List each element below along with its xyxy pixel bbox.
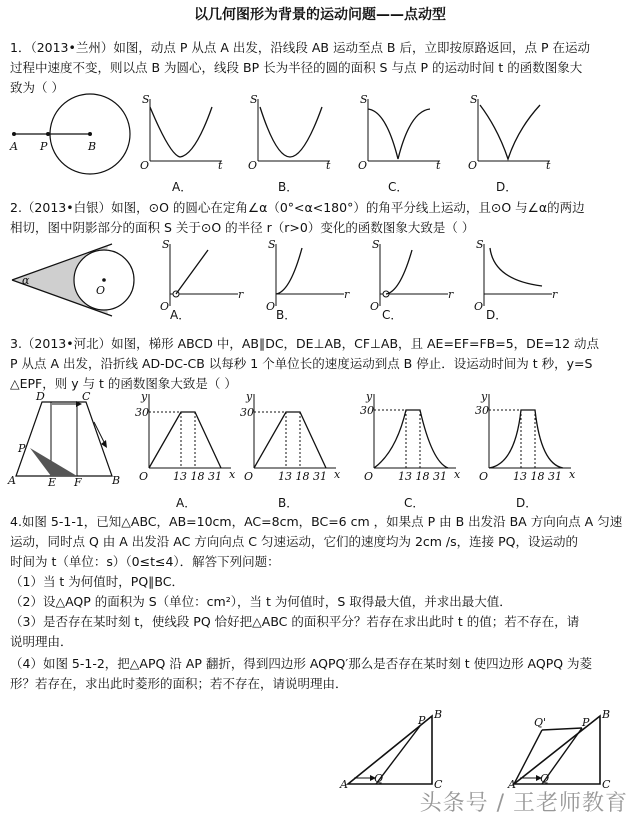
q4-line-2: 运动，同时点 Q 由 A 出发沿 AC 方向向点 C 匀速运动，它们的速度均为 2cm /s，连接 PQ，设运动的 [10,534,578,549]
svg-text:S: S [360,93,368,106]
q2-option-b: B． [276,308,297,322]
svg-text:13 18 31: 13 18 31 [398,470,447,483]
svg-text:O: O [248,159,258,172]
q1-line-1: 1．（2013•兰州）如图，动点 P 从点 A 出发，沿线段 AB 运动至点 B 后，立即按原路返回，点 P 在运动 [10,40,590,55]
q2-line-2: 相切，图中阴影部分的面积 S 关于⊙O 的半径 r（r>0）变化的函数图象大致是（ ） [10,220,475,235]
q1-line-2: 过程中速度不变，则以点 B 为圆心，线段 BP 长为半径的圆的面积 S 与点 P 的运动时间 t 的函数图象大 [10,60,583,75]
svg-text:C: C [82,390,91,403]
svg-text:S: S [142,93,150,106]
q1-graph-a [140,95,230,175]
svg-text:30: 30 [240,406,254,419]
q2-option-a: A． [170,308,191,322]
svg-text:S: S [162,238,170,251]
svg-text:A: A [10,140,18,153]
svg-text:B: B [88,140,97,153]
svg-text:t: t [218,159,223,172]
svg-text:D: D [36,390,45,403]
svg-text:A: A [340,778,348,791]
q3-graph-b [240,392,340,487]
svg-text:x: x [569,468,576,481]
q4-line-8: （4）如图 5-1-2，把△APQ 沿 AP 翻折，得到四边形 AQPQ′那么是否存在某时刻 t 使四边形 AQPQ 为菱 [10,656,593,671]
svg-text:S: S [476,238,484,251]
svg-text:x: x [454,468,461,481]
svg-text:F: F [74,476,82,489]
q3-option-a: A． [176,496,197,510]
svg-text:A: A [8,474,16,487]
svg-text:t: t [436,159,441,172]
q2-option-d: D． [486,308,508,322]
q4-line-3: 时间为 t（单位：s）（0≤t≤4）．解答下列问题： [10,554,280,569]
svg-text:S: S [268,238,276,251]
svg-text:S: S [470,93,478,106]
q4-line-5: （2）设△AQP 的面积为 S（单位：cm²），当 t 为何值时，S 取得最大值，并求出最大值． [10,594,512,609]
q1-option-a: A． [172,180,193,194]
q3-option-c: C． [404,496,425,510]
q1-line-3: 致为（ ） [10,80,64,95]
q4-line-7: 说明理由． [10,634,73,649]
q1-option-c: C． [388,180,409,194]
svg-text:r: r [344,288,350,301]
svg-text:O: O [140,159,150,172]
svg-text:r: r [552,288,558,301]
q4-line-6: （3）是否存在某时刻 t，使线段 PQ 恰好把△ABC 的面积平分？若存在求出此时 t 的值；若不存在，请 [10,614,580,629]
svg-text:y: y [481,390,488,403]
svg-text:13 18 31: 13 18 31 [173,470,222,483]
svg-text:P: P [582,716,590,729]
q4-line-1: 4.如图 5-1-1，已知△ABC，AB=10cm，AC=8cm，BC=6 cm ，如果点 P 由 B 出发沿 BA 方向向点 A 匀速 [10,514,623,529]
svg-text:O: O [244,470,254,483]
svg-text:O: O [479,470,489,483]
svg-text:r: r [238,288,244,301]
svg-text:y: y [141,390,148,403]
svg-text:P: P [418,714,426,727]
svg-text:t: t [326,159,331,172]
svg-text:13 18 31: 13 18 31 [513,470,562,483]
svg-text:x: x [334,468,341,481]
svg-text:O: O [139,470,149,483]
q3-graph-c [360,392,460,487]
svg-text:P: P [40,140,48,153]
q3-option-d: D． [516,496,538,510]
q1-graph-b [248,95,338,175]
svg-text:C: C [602,778,611,791]
svg-text:r: r [448,288,454,301]
svg-text:30: 30 [135,406,149,419]
svg-text:E: E [48,476,57,489]
q3-line-1: 3.（2013•河北）如图，梯形 ABCD 中，AB∥DC，DE⊥AB，CF⊥AB，且 AE=EF=FB=5，DE=12 动点 [10,336,600,351]
svg-text:α: α [22,274,30,287]
q3-figure-trapezoid [8,392,128,487]
svg-text:30: 30 [475,404,489,417]
svg-text:O: O [370,300,380,313]
svg-text:O: O [266,300,276,313]
q4-line-4: （1）当 t 为何值时，PQ∥BC． [10,574,185,589]
svg-text:Q': Q' [534,716,547,729]
q3-graph-a [135,392,235,487]
svg-text:B: B [434,708,443,721]
svg-text:O: O [358,159,368,172]
q4-line-9: 形？若存在，求出此时菱形的面积；若不存在，请说明理由． [10,676,348,691]
svg-text:Q: Q [540,772,550,785]
svg-text:t: t [546,159,551,172]
q2-line-1: 2.（2013•白银）如图，⊙O 的圆心在定角∠α（0°<α<180°）的角平分线上运动，且⊙O 与∠α的两边 [10,200,585,215]
svg-text:30: 30 [360,404,374,417]
q1-option-b: B． [278,180,299,194]
svg-text:A: A [508,778,516,791]
svg-text:C: C [434,778,443,791]
svg-text:B: B [112,474,121,487]
svg-text:y: y [246,390,253,403]
q2-figure-angle [8,240,148,320]
svg-text:B: B [602,708,611,721]
svg-text:y: y [366,390,373,403]
q3-line-3: △EPF，则 y 与 t 的函数图象大致是（ ） [10,376,237,391]
q1-option-d: D． [496,180,518,194]
q1-figure-circle [8,100,138,180]
page-title: 以几何图形为背景的运动问题——点动型 [194,7,446,23]
q1-graph-d [468,95,558,175]
q3-graph-d [475,392,575,487]
svg-text:S: S [250,93,258,106]
svg-text:O: O [474,300,484,313]
svg-text:Q: Q [374,772,384,785]
q2-option-c: C． [382,308,403,322]
svg-text:O: O [364,470,374,483]
watermark: 头条号 / 王老师教育 [419,791,628,816]
q1-graph-c [358,95,448,175]
svg-text:x: x [229,468,236,481]
svg-text:O: O [96,284,106,297]
q3-line-2: P 从点 A 出发，沿折线 AD-DC-CB 以每秒 1 个单位长的速度运动到点 B 停止．设运动时间为 t 秒，y=S [10,356,593,371]
svg-text:S: S [372,238,380,251]
svg-text:13 18 31: 13 18 31 [278,470,327,483]
svg-text:P: P [18,442,26,455]
q3-option-b: B． [278,496,299,510]
svg-text:O: O [468,159,478,172]
svg-text:O: O [160,300,170,313]
